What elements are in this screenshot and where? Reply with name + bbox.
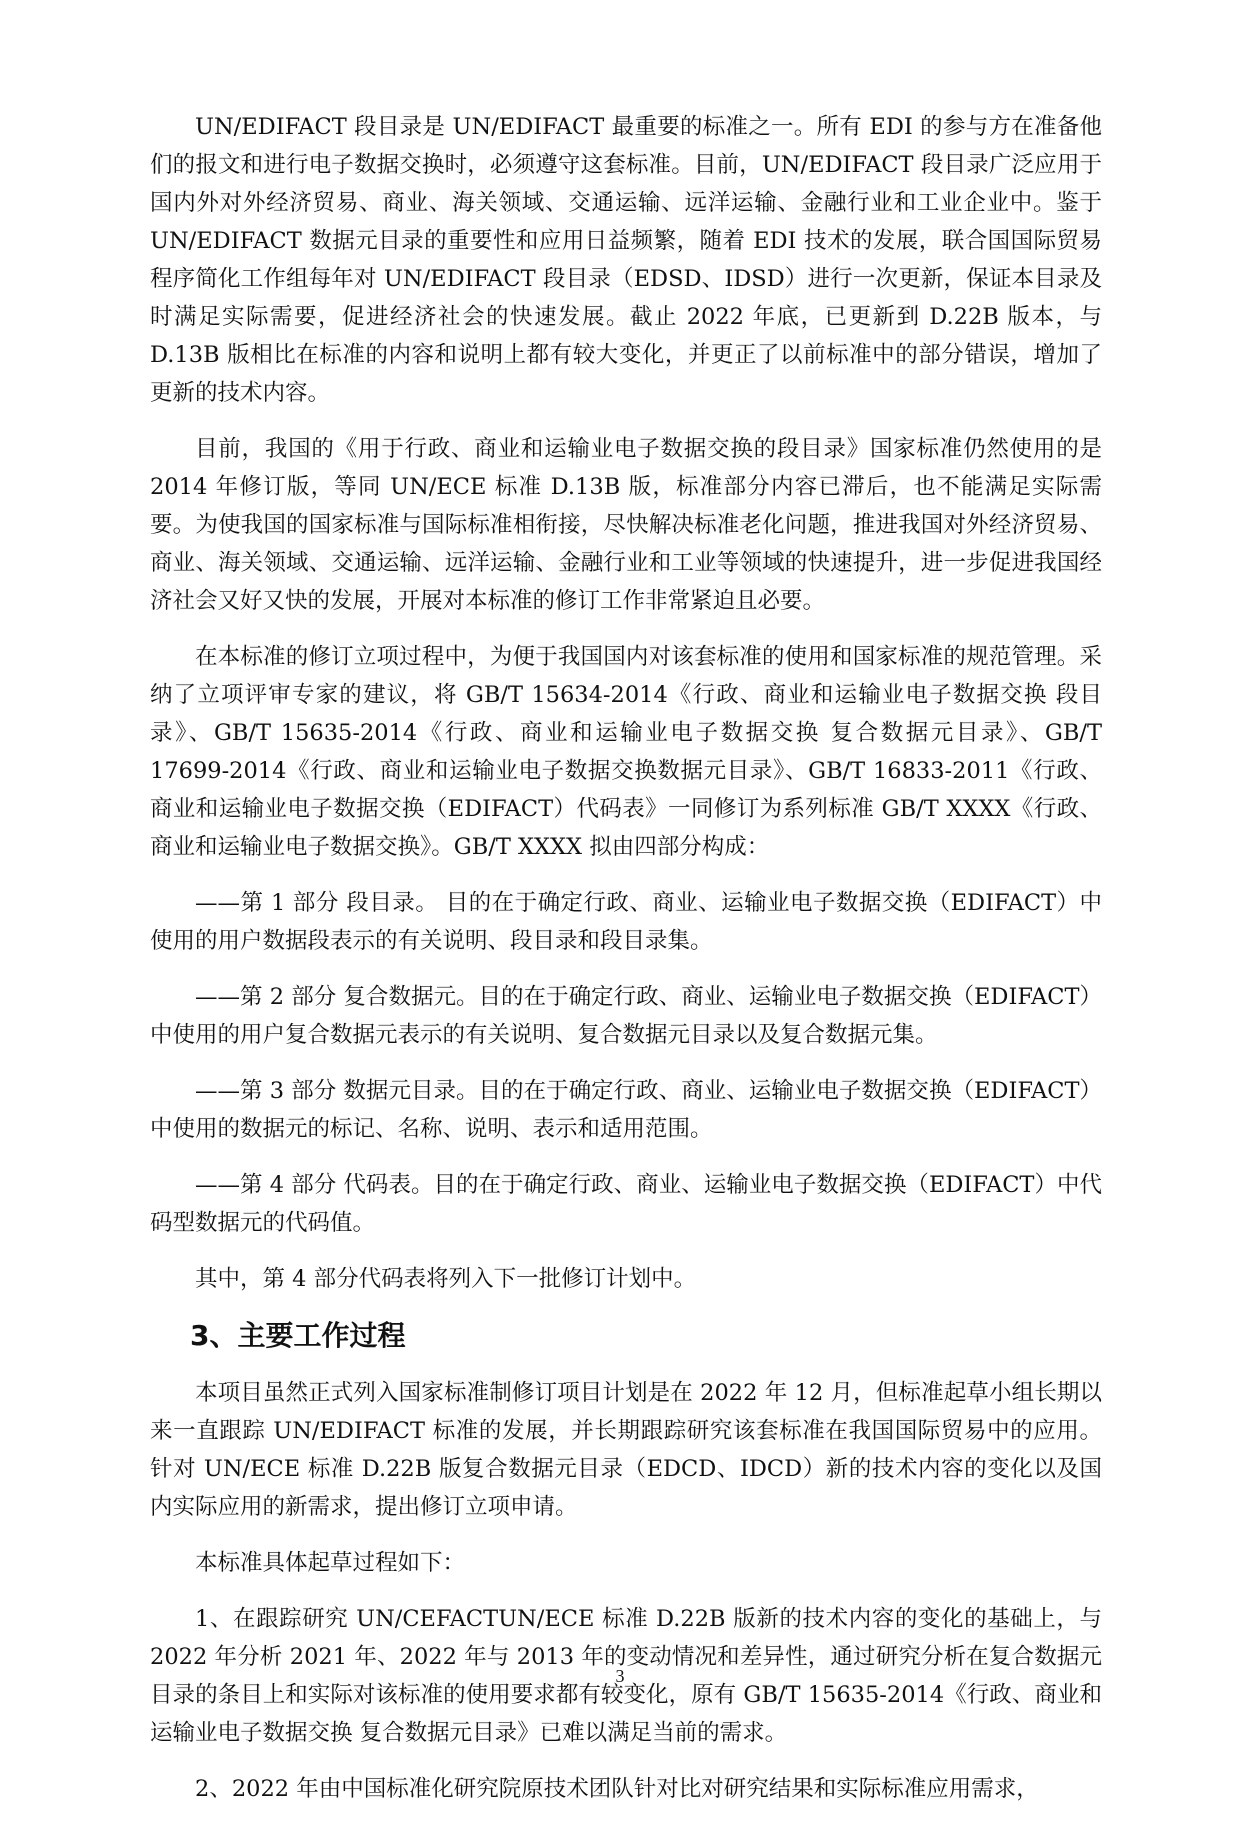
list-item-step-1: 1、在跟踪研究 UN/CEFACTUN/ECE 标准 D.22B 版新的技术内容的变化的基础上，与 2022 年分析 2021 年、2022 年与 2013 年的变动情况和差异性，通过研究分析在复合数据元目录的条目上和实际对该标准的使用要求都有较变化，原有 GB/T 15635-2014《行政、商业和运输业电子数据交换 复合数据元目录》已难以满足当前的需求。	[150, 1606, 1102, 1746]
page-body	[150, 108, 1102, 1826]
list-item-part-2: ——第 2 部分 复合数据元。目的在于确定行政、商业、运输业电子数据交换（EDIFACT）中使用的用户复合数据元表示的有关说明、复合数据元目录以及复合数据元集。	[150, 984, 1102, 1048]
list-item-part-3: ——第 3 部分 数据元目录。目的在于确定行政、商业、运输业电子数据交换（EDIFACT）中使用的数据元的标记、名称、说明、表示和适用范围。	[150, 1078, 1102, 1142]
section-heading: 3、主要工作过程	[190, 1319, 406, 1352]
paragraph: 目前，我国的《用于行政、商业和运输业电子数据交换的段目录》国家标准仍然使用的是 2014 年修订版，等同 UN/ECE 标准 D.13B 版，标准部分内容已滞后，也不能满足实际需要。为使我国的国家标准与国际标准相衔接，尽快解决标准老化问题，推进我国对外经济贸易、商业、海关领域、交通运输、远洋运输、金融行业和工业等领域的快速提升，进一步促进我国经济社会又好又快的发展，开展对本标准的修订工作非常紧迫且必要。	[150, 436, 1102, 614]
paragraph: 在本标准的修订立项过程中，为便于我国国内对该套标准的使用和国家标准的规范管理。采纳了立项评审专家的建议，将 GB/T 15634-2014《行政、商业和运输业电子数据交换 段目录》、GB/T 15635-2014《行政、商业和运输业电子数据交换 复合数据元目录》、GB/T 17699-2014《行政、商业和运输业电子数据交换数据元目录》、GB/T 16833-2011《行政、商业和运输业电子数据交换（EDIFACT）代码表》一同修订为系列标准 GB/T XXXX《行政、商业和运输业电子数据交换》。GB/T XXXX 拟由四部分构成：	[150, 644, 1102, 860]
paragraph: UN/EDIFACT 段目录是 UN/EDIFACT 最重要的标准之一。所有 EDI 的参与方在准备他们的报文和进行电子数据交换时，必须遵守这套标准。目前，UN/EDIFACT 段目录广泛应用于国内外对外经济贸易、商业、海关领域、交通运输、远洋运输、金融行业和工业企业中。鉴于 UN/EDIFACT 数据元目录的重要性和应用日益频繁，随着 EDI 技术的发展，联合国国际贸易程序简化工作组每年对 UN/EDIFACT 段目录（EDSD、IDSD）进行一次更新，保证本目录及时满足实际需要，促进经济社会的快速发展。截止 2022 年底，已更新到 D.22B 版本，与 D.13B 版相比在标准的内容和说明上都有较大变化，并更正了以前标准中的部分错误，增加了更新的技术内容。	[150, 114, 1102, 406]
list-item-step-2: 2、2022 年由中国标准化研究院原技术团队针对比对研究结果和实际标准应用需求，	[195, 1776, 1039, 1802]
list-item-part-4: ——第 4 部分 代码表。目的在于确定行政、商业、运输业电子数据交换（EDIFACT）中代码型数据元的代码值。	[150, 1172, 1102, 1236]
page-number: 3	[615, 1666, 625, 1686]
paragraph: 其中，第 4 部分代码表将列入下一批修订计划中。	[195, 1266, 697, 1292]
paragraph: 本项目虽然正式列入国家标准制修订项目计划是在 2022 年 12 月，但标准起草小组长期以来一直跟踪 UN/EDIFACT 标准的发展，并长期跟踪研究该套标准在我国国际贸易中的应用。针对 UN/ECE 标准 D.22B 版复合数据元目录（EDCD、IDCD）新的技术内容的变化以及国内实际应用的新需求，提出修订立项申请。	[150, 1380, 1102, 1520]
paragraph: 本标准具体起草过程如下：	[195, 1550, 466, 1576]
list-item-part-1: ——第 1 部分 段目录。 目的在于确定行政、商业、运输业电子数据交换（EDIFACT）中使用的用户数据段表示的有关说明、段目录和段目录集。	[150, 890, 1102, 954]
